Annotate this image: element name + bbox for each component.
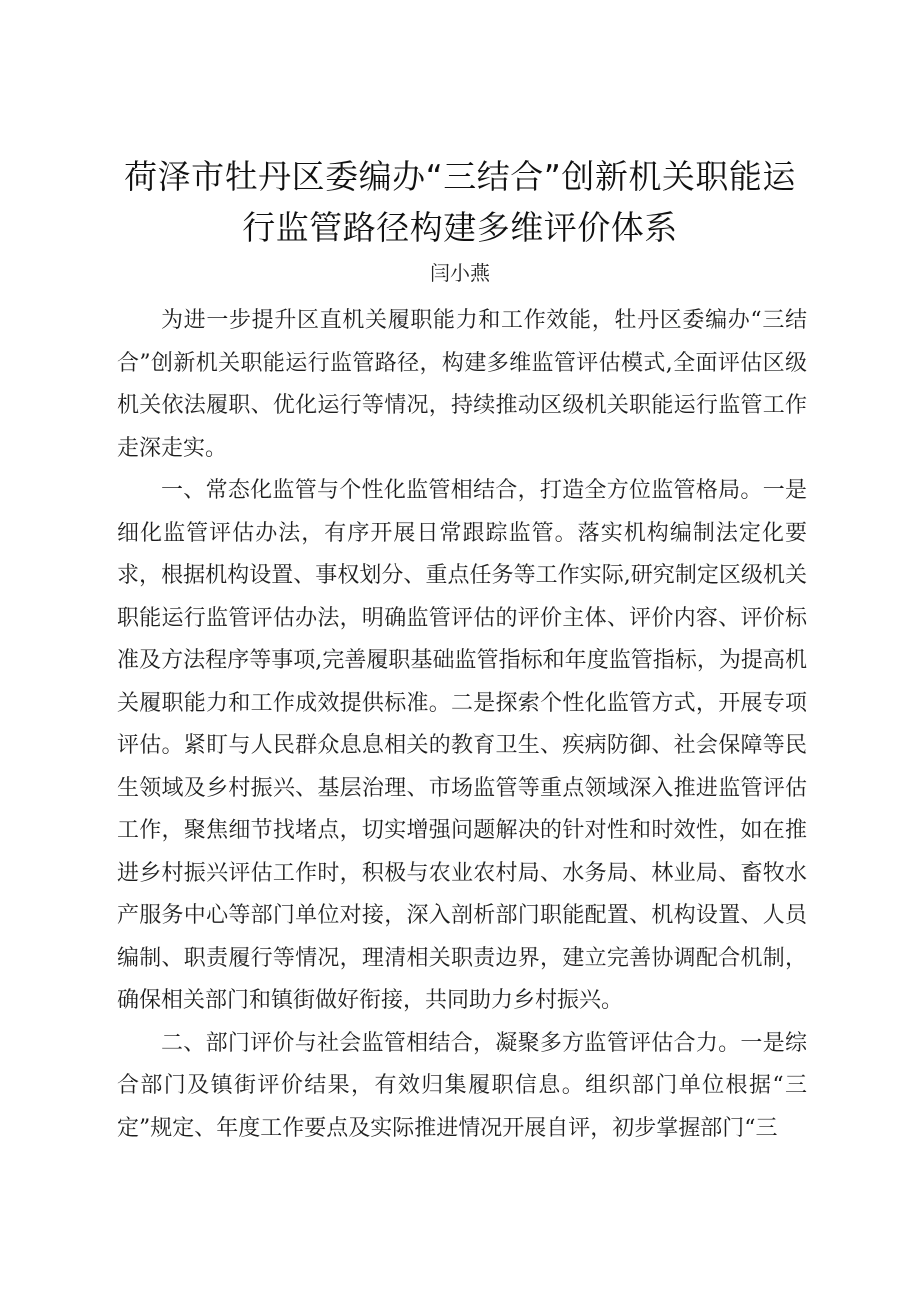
document-title-line-1: 荷泽市牡丹区委编办“三结合”创新机关职能运 [124,157,796,196]
paragraph-intro: 为进一步提升区直机关履职能力和工作效能，牡丹区委编办“三结合”创新机关职能运行监管路径，构建多维监管评估模式,全面评估区级机关依法履职、优化运行等情况，持续推动区级机关职能运行监管工作走深走实。 [117,308,807,461]
paragraph-section-2: 二、部门评价与社会监管相结合，凝聚多方监管评估合力。一是综合部门及镇街评价结果，有效归集履职信息。组织部门单位根据“三定”规定、年度工作要点及实际推进情况开展自评，初步掌握部门“三 [117,1030,807,1141]
author-name: 闫小燕 [430,261,490,285]
paragraph-section-1: 一、常态化监管与个性化监管相结合，打造全方位监管格局。一是细化监管评估办法，有序开展日常跟踪监管。落实机构编制法定化要求，根据机构设置、事权划分、重点任务等工作实际,研究制定区级机关职能运行监管评估办法，明确监管评估的评价主体、评价内容、评价标准及方法程序等事项,完善履职基础监管指标和年度监管指标，为提高机关履职能力和工作成效提供标准。二是探索个性化监管方式，开展专项评估。紧盯与人民群众息息相关的教育卫生、疾病防御、社会保障等民生领域及乡村振兴、基层治理、市场监管等重点领域深入推进监管评估工作，聚焦细节找堵点，切实增强问题解决的针对性和时效性，如在推进乡村振兴评估工作时，积极与农业农村局、水务局、林业局、畜牧水产服务中心等部门单位对接，深入剖析部门职能配置、机构设置、人员编制、职责履行等情况，理清相关职责边界，建立完善协调配合机制，确保相关部门和镇街做好衔接，共同助力乡村振兴。 [117,478,807,1013]
document-title-line-2: 行监管路径构建多维评价体系 [242,208,678,247]
document-body [117,300,807,1150]
